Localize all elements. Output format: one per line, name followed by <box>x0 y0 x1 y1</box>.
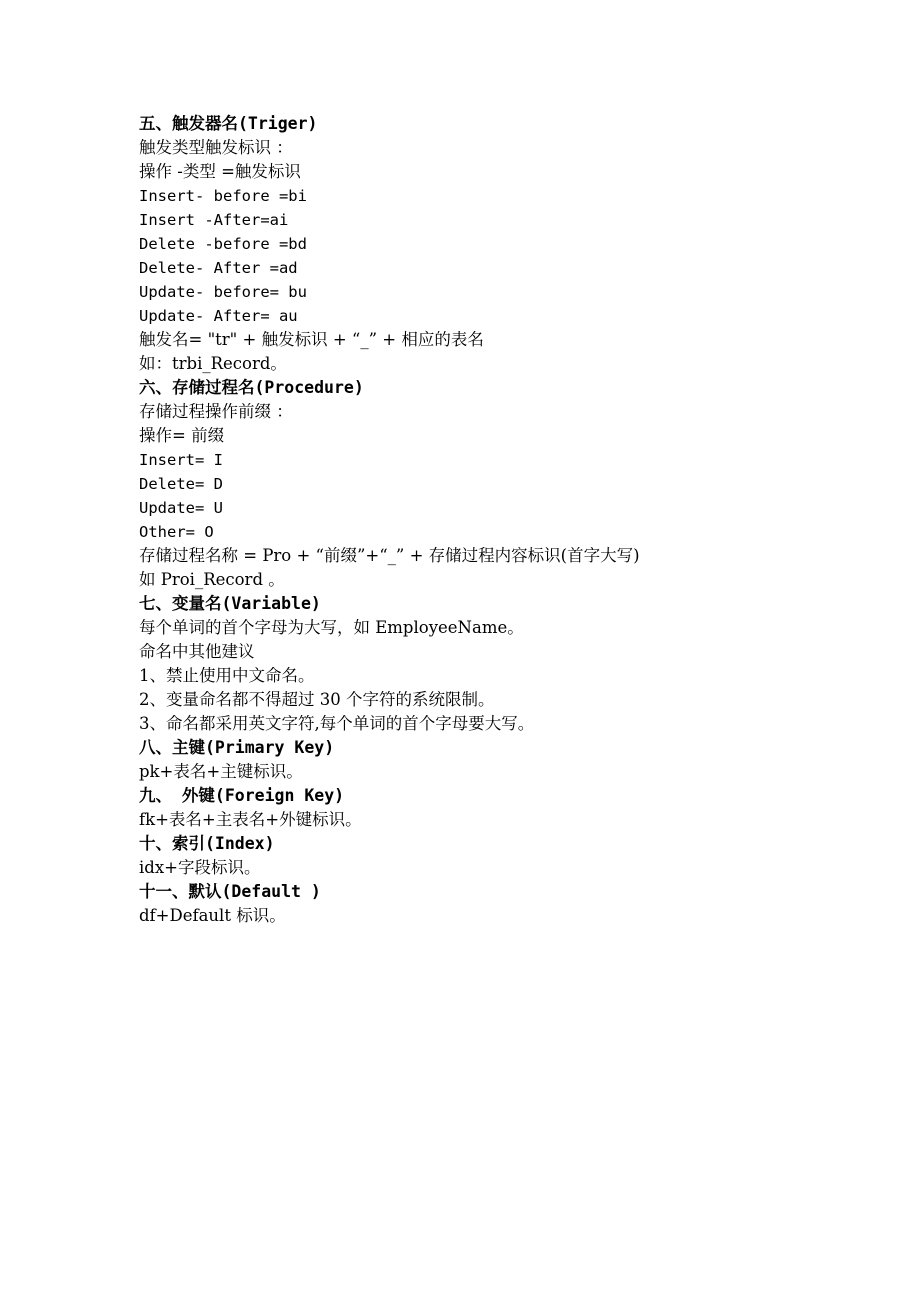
section-heading: 十、索引(Index) <box>139 834 275 853</box>
text-line: 如 Proi_Record 。 <box>139 570 285 589</box>
text-line: df+Default 标识。 <box>139 906 286 925</box>
list-item: 3、命名都采用英文字符,每个单词的首个字母要大写。 <box>139 714 535 733</box>
section-heading: 九、 外键(Foreign Key) <box>139 786 345 805</box>
code-line: Update- After= au <box>139 307 298 325</box>
document-body <box>139 112 859 928</box>
list-item: 1、禁止使用中文命名。 <box>139 666 315 685</box>
code-line: Insert- before =bi <box>139 187 307 205</box>
text-line: pk+表名+主键标识。 <box>139 762 303 781</box>
text-line: idx+字段标识。 <box>139 858 261 877</box>
section-heading: 七、变量名(Variable) <box>139 594 321 613</box>
text-line: 触发类型触发标识 ： <box>139 138 293 157</box>
text-line: 触发名= "tr" + 触发标识 + “_” + 相应的表名 <box>139 330 484 349</box>
text-line: 命名中其他建议 <box>139 642 255 661</box>
code-line: Insert -After=ai <box>139 211 289 229</box>
code-line: Delete= D <box>139 475 223 493</box>
section-heading: 十一、默认(Default ) <box>139 882 321 901</box>
code-line: Delete- After =ad <box>139 259 298 277</box>
text-line: 存储过程操作前缀 ： <box>139 402 293 421</box>
text-line: fk+表名+主表名+外键标识。 <box>139 810 362 829</box>
list-item: 2、变量命名都不得超过 30 个字符的系统限制。 <box>139 690 495 709</box>
section-heading: 八、主键(Primary Key) <box>139 738 335 757</box>
code-line: Update= U <box>139 499 223 517</box>
text-line: 操作 -类型 =触发标识 <box>139 162 301 181</box>
section-heading: 五、触发器名(Triger) <box>139 114 318 133</box>
code-line: Update- before= bu <box>139 283 307 301</box>
text-line: 每个单词的首个字母为大写，如 EmployeeName。 <box>139 618 524 637</box>
code-line: Other= O <box>139 523 214 541</box>
text-line: 操作= 前缀 <box>139 426 225 445</box>
code-line: Delete -before =bd <box>139 235 307 253</box>
text-line: 存储过程名称 = Pro + “前缀”+“_” + 存储过程内容标识(首字大写) <box>139 546 640 565</box>
text-line: 如：trbi_Record。 <box>139 354 287 373</box>
section-heading: 六、存储过程名(Procedure) <box>139 378 364 397</box>
code-line: Insert= I <box>139 451 223 469</box>
